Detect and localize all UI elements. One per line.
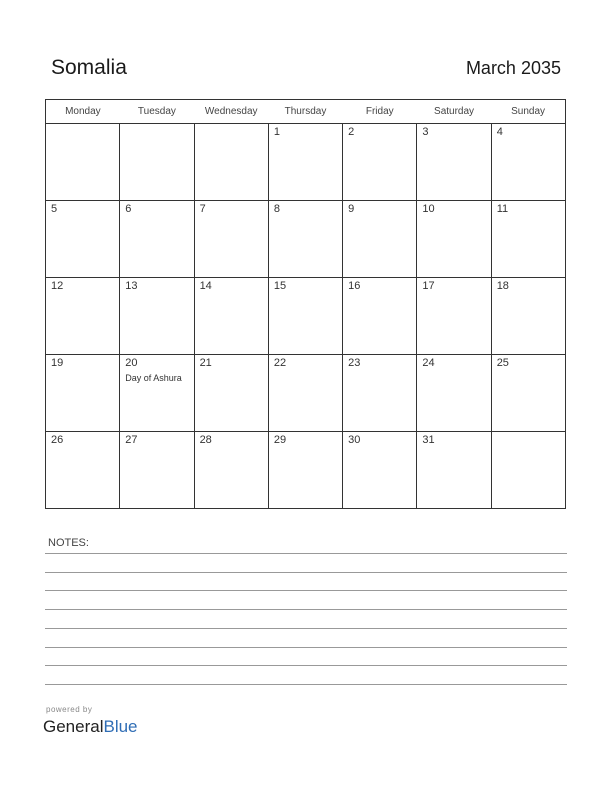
day-cell[interactable]: [120, 432, 194, 509]
day-number: 8: [273, 203, 280, 215]
notes-label: NOTES:: [48, 537, 89, 549]
day-cell[interactable]: [46, 124, 120, 201]
note-line: [45, 609, 567, 610]
day-cell[interactable]: [194, 278, 268, 355]
day-cell[interactable]: [417, 432, 491, 509]
weekday-header-row: [46, 100, 566, 124]
day-cell[interactable]: [491, 124, 565, 201]
day-cell[interactable]: [268, 201, 342, 278]
day-cell[interactable]: [343, 124, 417, 201]
day-number: 29: [273, 434, 287, 446]
day-cell[interactable]: [120, 278, 194, 355]
day-number: 17: [422, 280, 435, 292]
week-row: [46, 201, 566, 278]
day-number: 9: [348, 203, 355, 215]
note-line: [45, 572, 567, 573]
day-cell[interactable]: [343, 201, 417, 278]
brand-blue: Blue: [103, 717, 138, 736]
day-cell[interactable]: [417, 355, 491, 432]
weekday-header: Tuesday: [120, 100, 194, 124]
day-cell[interactable]: [194, 432, 268, 509]
calendar-grid: [45, 99, 566, 509]
day-number: 7: [199, 203, 206, 215]
day-number: 10: [422, 203, 435, 215]
weekday-header: Monday: [46, 100, 120, 124]
week-row: [46, 124, 566, 201]
day-number: 6: [125, 203, 132, 215]
day-number: 31: [422, 434, 435, 446]
day-number: 2: [348, 126, 355, 138]
day-number: 22: [273, 357, 287, 369]
day-cell[interactable]: [194, 124, 268, 201]
day-cell[interactable]: [46, 432, 120, 509]
holiday-event: Day of Ashura: [125, 373, 182, 383]
day-number: 3: [422, 126, 429, 138]
day-number: 14: [199, 280, 212, 292]
weekday-header: Saturday: [417, 100, 491, 124]
note-line: [45, 553, 567, 554]
day-cell[interactable]: [46, 278, 120, 355]
note-line: [45, 628, 567, 629]
day-number: 19: [51, 357, 64, 369]
day-cell[interactable]: [268, 124, 342, 201]
day-number: 5: [51, 203, 58, 215]
day-cell[interactable]: [120, 124, 194, 201]
day-cell[interactable]: [417, 124, 491, 201]
country-title: Somalia: [51, 56, 127, 79]
day-cell[interactable]: [46, 201, 120, 278]
day-cell[interactable]: [268, 355, 342, 432]
day-number: 12: [51, 280, 64, 292]
day-cell[interactable]: [120, 355, 194, 432]
day-cell[interactable]: [417, 201, 491, 278]
day-number: 20: [125, 357, 138, 369]
day-number: 23: [348, 357, 361, 369]
day-cell[interactable]: [491, 355, 565, 432]
week-row: [46, 432, 566, 509]
day-number: 18: [496, 280, 509, 292]
day-number: 15: [273, 280, 287, 292]
day-number: 11: [496, 203, 509, 215]
powered-by-text: powered by: [46, 705, 93, 714]
day-cell[interactable]: [343, 278, 417, 355]
weekday-header: Thursday: [268, 100, 342, 124]
day-number: 27: [125, 434, 138, 446]
day-cell[interactable]: [491, 201, 565, 278]
day-cell[interactable]: [417, 278, 491, 355]
day-number: 16: [348, 280, 361, 292]
day-number: 25: [496, 357, 509, 369]
day-cell[interactable]: [343, 355, 417, 432]
weekday-header: Wednesday: [194, 100, 268, 124]
month-year-title: March 2035: [465, 58, 561, 78]
day-number: 26: [51, 434, 64, 446]
day-number: 30: [348, 434, 361, 446]
day-cell[interactable]: [120, 201, 194, 278]
week-row: [46, 278, 566, 355]
note-line: [45, 684, 567, 685]
day-cell[interactable]: [268, 278, 342, 355]
weekday-header: Sunday: [491, 100, 565, 124]
day-number: 1: [273, 126, 280, 138]
day-cell[interactable]: [46, 355, 120, 432]
note-line: [45, 590, 567, 591]
day-number: 13: [125, 280, 138, 292]
day-cell[interactable]: [491, 278, 565, 355]
brand-general: General: [43, 717, 104, 736]
day-number: 24: [422, 357, 435, 369]
day-number: 28: [199, 434, 212, 446]
day-number: 4: [496, 126, 503, 138]
day-cell[interactable]: [343, 432, 417, 509]
weekday-header: Friday: [343, 100, 417, 124]
day-cell[interactable]: [268, 432, 342, 509]
generalblue-logo[interactable]: [43, 717, 138, 737]
day-cell[interactable]: [491, 432, 565, 509]
note-line: [45, 665, 567, 666]
day-cell[interactable]: [194, 355, 268, 432]
day-cell[interactable]: [194, 201, 268, 278]
note-line: [45, 647, 567, 648]
week-row: [46, 355, 566, 432]
day-number: 21: [199, 357, 212, 369]
